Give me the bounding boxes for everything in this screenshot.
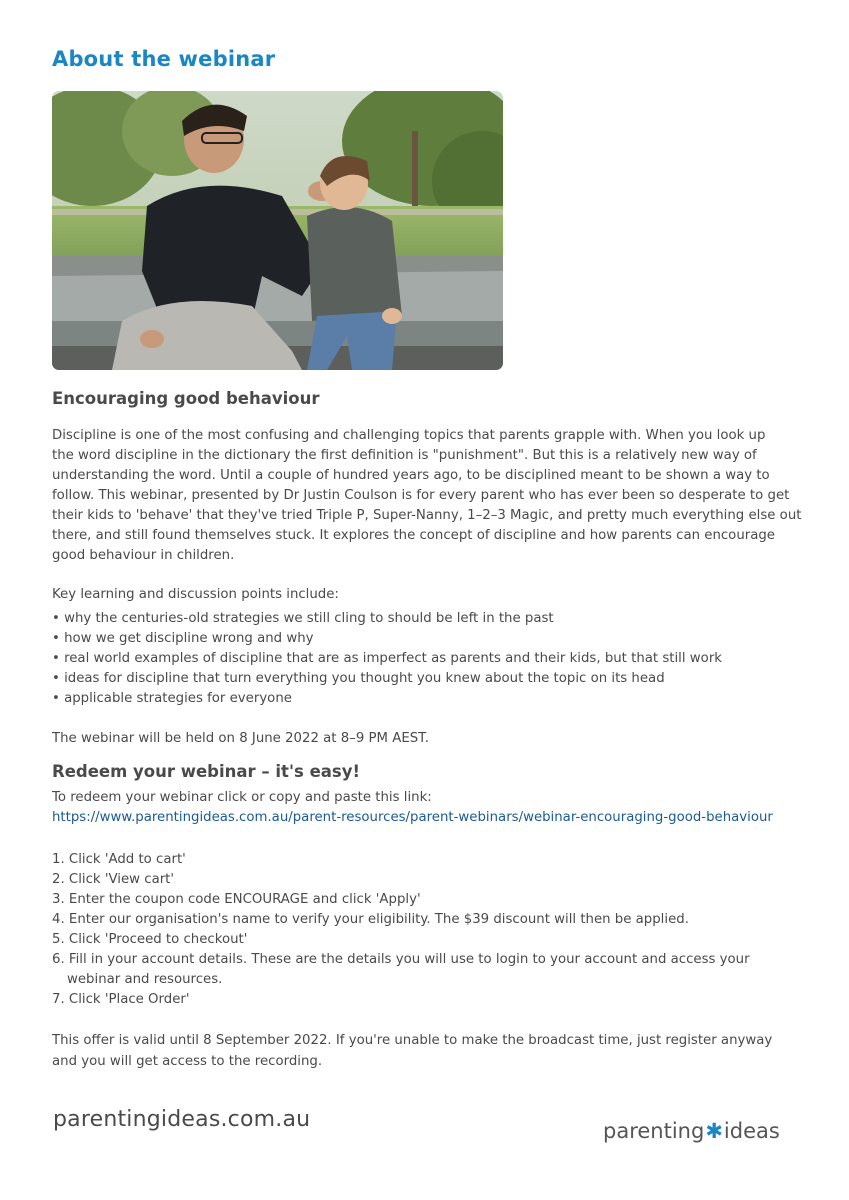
list-item: • why the centuries-old strategies we still cling to should be left in the past <box>52 611 554 626</box>
list-item: 3. Enter the coupon code ENCOURAGE and click 'Apply' <box>52 892 421 907</box>
offer-line: This offer is valid until 8 September 2022. If you're unable to make the broadcast time, just register anyway <box>52 1033 773 1048</box>
list-item: 5. Click 'Proceed to checkout' <box>52 932 248 947</box>
intro-line: good behaviour in children. <box>52 548 235 563</box>
page-title: About the webinar <box>52 47 276 71</box>
asterisk-star-icon: ✱ <box>705 1119 723 1143</box>
list-item-continuation: webinar and resources. <box>67 972 223 987</box>
key-points-heading: Key learning and discussion points include: <box>52 587 339 602</box>
intro-line: the word discipline in the dictionary the first definition is "punishment". But this is a relatively new way of <box>52 448 757 463</box>
redeem-intro: To redeem your webinar click or copy and paste this link: <box>52 790 432 805</box>
section-title: Encouraging good behaviour <box>52 389 320 408</box>
intro-line: Discipline is one of the most confusing and challenging topics that parents grapple with. When you look up <box>52 428 766 443</box>
list-item: • how we get discipline wrong and why <box>52 631 314 646</box>
intro-line: understanding the word. Until a couple of hundred years ago, to be disciplined meant to be shown a way to <box>52 468 770 483</box>
logo-text-parenting: parenting <box>603 1119 705 1143</box>
offer-paragraph <box>52 1030 792 1072</box>
redeem-steps-list <box>52 850 812 1010</box>
intro-paragraph <box>52 426 812 566</box>
footer-website-url: parentingideas.com.au <box>53 1107 311 1132</box>
intro-line: their kids to 'behave' that they've tried Triple P, Super-Nanny, 1–2–3 Magic, and pretty much everything else out <box>52 508 802 523</box>
hero-photo <box>52 91 503 370</box>
list-item: • real world examples of discipline that are as imperfect as parents and their kids, but that still work <box>52 651 722 666</box>
parenting-ideas-logo <box>603 1119 780 1143</box>
key-points-list <box>52 609 812 709</box>
list-item: 7. Click 'Place Order' <box>52 992 190 1007</box>
redeem-title: Redeem your webinar – it's easy! <box>52 762 360 781</box>
offer-line: and you will get access to the recording. <box>52 1054 323 1069</box>
list-item: 2. Click 'View cart' <box>52 872 175 887</box>
intro-line: follow. This webinar, presented by Dr Justin Coulson is for every parent who has ever been so desperate to get <box>52 488 790 503</box>
list-item: 6. Fill in your account details. These are the details you will use to login to your account and access your <box>52 952 750 967</box>
list-item: • ideas for discipline that turn everything you thought you knew about the topic on its head <box>52 671 665 686</box>
webinar-date-text: The webinar will be held on 8 June 2022 at 8–9 PM AEST. <box>52 731 429 746</box>
list-item: 1. Click 'Add to cart' <box>52 852 186 867</box>
list-item: 4. Enter our organisation's name to verify your eligibility. The $39 discount will then be applied. <box>52 912 689 927</box>
logo-text-ideas: ideas <box>723 1119 780 1143</box>
webinar-redeem-link[interactable]: https://www.parentingideas.com.au/parent-resources/parent-webinars/webinar-encouraging-good-behaviour <box>52 810 773 825</box>
list-item: • applicable strategies for everyone <box>52 691 292 706</box>
intro-line: there, and still found themselves stuck. It explores the concept of discipline and how parents can encourage <box>52 528 775 543</box>
